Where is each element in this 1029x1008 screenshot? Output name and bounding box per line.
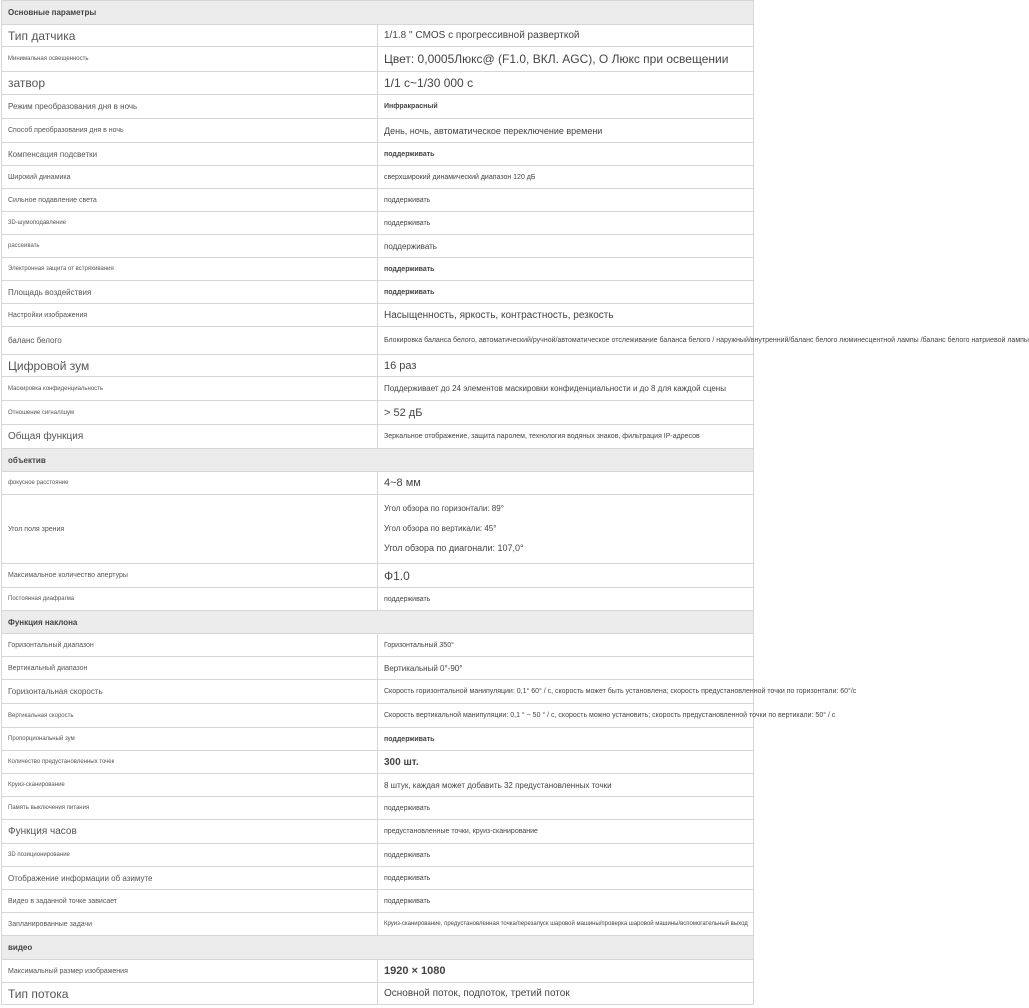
row-day-night-method: Способ преобразования дня в ночь День, ночь, автоматическое переключение времени (2, 119, 754, 143)
row-3d-dnr: 3D-шумоподавление поддерживать (2, 212, 754, 235)
row-privacy-mask: Маскировка конфиденциальность Поддерживает до 24 элементов маскировки конфиденциальности и до 8 для каждой сцены (2, 377, 754, 401)
row-scheduled-tasks: Запланированные задачи Круиз-сканирование, предустановленная точка/перезапуск шаровой машины/проверка шаровой машины/вспомогательный выход (2, 913, 754, 936)
row-fixed-aperture: Постоянная диафрагма поддерживать (2, 588, 754, 611)
fov-horizontal: Угол обзора по горизонтали: 89° (384, 504, 504, 513)
row-pan-speed: Горизонтальная скорость Скорость горизонтальной манипуляции: 0,1° 60° / с, скорость может быть установлена; скорость предустановленной точки по горизонтали: 60°/с (2, 680, 754, 704)
fov-diagonal: Угол обзора по диагонали: 107,0° (384, 543, 524, 554)
row-max-aperture: Максимальное количество апертуры Ф1.0 (2, 564, 754, 588)
section-lens: объектив (2, 449, 754, 472)
row-prop-zoom: Пропорциональный зум поддерживать (2, 728, 754, 751)
section-ptz: Функция наклона (2, 611, 754, 634)
row-wdr: Широкий динамика сверхширокий динамический диапазон 120 дБ (2, 166, 754, 189)
row-image-settings: Настройки изображения Насыщенность, яркость, контрастность, резкость (2, 304, 754, 327)
row-defog: рассеивать поддерживать (2, 235, 754, 258)
fov-vertical: Угол обзора по вертикали: 45° (384, 523, 497, 533)
section-video: видео (2, 936, 754, 960)
row-presets: Количество предустановленных точек 300 шт. (2, 751, 754, 774)
row-shutter: затвор 1/1 с~1/30 000 с (2, 72, 754, 95)
row-stream-type: Тип потока Основной поток, подпоток, третий поток (2, 983, 754, 1005)
spec-table (1, 0, 1029, 1005)
row-max-resolution: Максимальный размер изображения 1920 × 1080 (2, 960, 754, 983)
row-snr: Отношение сигнал/шум > 52 дБ (2, 401, 754, 425)
section-basic: Основные параметры (2, 1, 754, 25)
row-roi: Площадь воздействия поддерживать (2, 281, 754, 304)
row-white-balance: баланс белого Блокировка баланса белого, автоматический/ручной/автоматическое отслеживание баланса белого / наружный/внутренний/баланс белого люминесцентной лампы /баланс белого натриевой лампы (2, 327, 754, 355)
row-backlight-comp: Компенсация подсветки поддерживать (2, 143, 754, 166)
row-cruise: Круиз-сканирование 8 штук, каждая может добавить 32 предустановленных точки (2, 774, 754, 797)
row-fov: Угол поля зрения Угол обзора по горизонтали: 89° Угол обзора по вертикали: 45° Угол обзора по диагонали: 107,0° (2, 495, 754, 564)
row-digital-zoom: Цифровой зум 16 раз (2, 355, 754, 377)
row-eis: Электронная защита от встряхивания поддерживать (2, 258, 754, 281)
row-3d-positioning: 3D позиционирование поддерживать (2, 844, 754, 867)
row-tilt-range: Вертикальный диапазон Вертикальный 0°-90° (2, 657, 754, 680)
row-tilt-speed: Вертикальная скорость Скорость вертикальной манипуляции: 0,1 ° ~ 50 ° / с, скорость можно установить; скорость предустановленной точки по вертикали: 50° / с (2, 704, 754, 728)
row-sensor-type: Тип датчика 1/1.8 " CMOS с прогрессивной разверткой (2, 25, 754, 47)
row-pan-range: Горизонтальный диапазон Горизонтальный 350° (2, 634, 754, 657)
row-hlc: Сильное подавление света поддерживать (2, 189, 754, 212)
row-power-memory: Память выключения питания поддерживать (2, 797, 754, 820)
row-focal-length: фокусное расстояние 4~8 мм (2, 472, 754, 495)
row-clock-function: Функция часов предустановленные точки, круиз-сканирование (2, 820, 754, 844)
row-azimuth: Отображение информации об азимуте поддерживать (2, 867, 754, 890)
row-preset-video: Видео в заданной точке зависает поддерживать (2, 890, 754, 913)
row-day-night-mode: Режим преобразования дня в ночь Инфракрасный (2, 95, 754, 119)
row-min-illumination: Минимальная освещенность Цвет: 0,0005Люкс@ (F1.0, ВКЛ. AGC), О Люкс при освещении (2, 47, 754, 72)
row-general: Общая функция Зеркальное отображение, защита паролем, технология водяных знаков, фильтрация IP-адресов (2, 425, 754, 449)
